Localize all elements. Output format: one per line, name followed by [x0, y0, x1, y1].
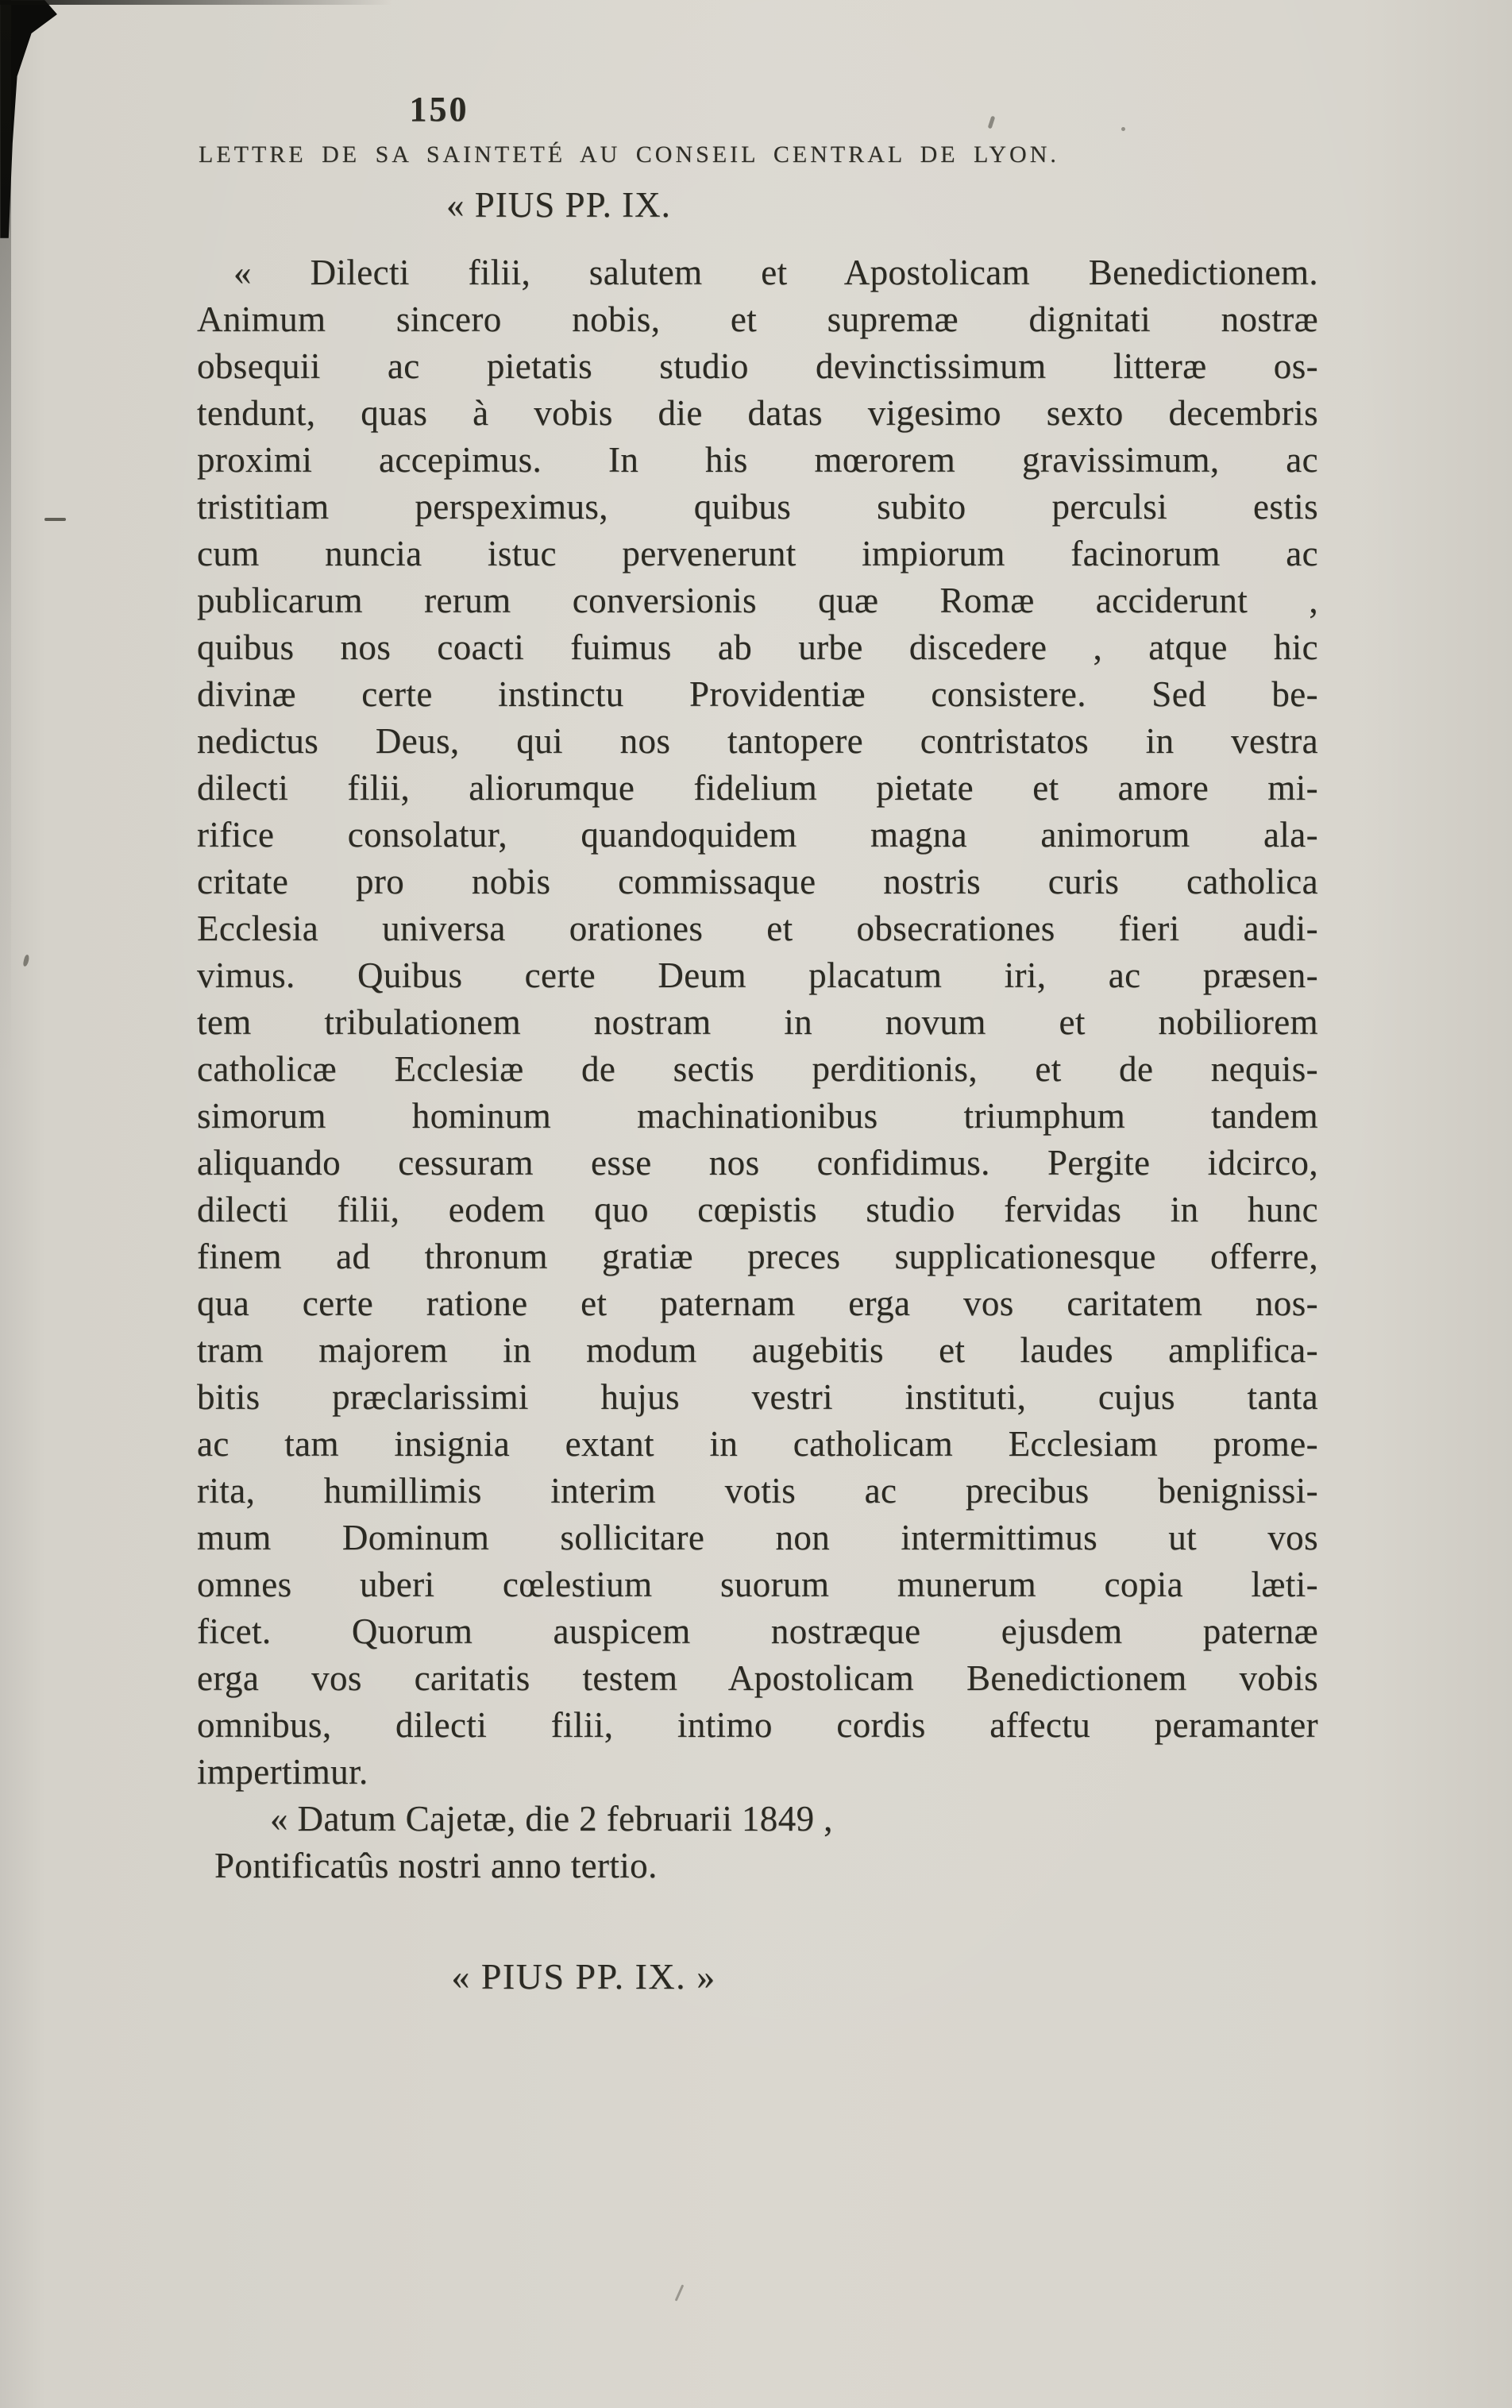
- scan-artifact-header-dot: [1121, 127, 1125, 131]
- body-line: impertimur.: [197, 1752, 368, 1792]
- body-line: Ecclesia universa orationes et obsecrationes fieri audi-: [197, 909, 1318, 948]
- body-line: tendunt, quas à vobis die datas vigesimo sexto decembris: [197, 393, 1318, 433]
- body-line: finem ad thronum gratiæ preces supplicationesque offerre,: [197, 1237, 1318, 1276]
- body-line: critate pro nobis commissaque nostris curis catholica: [197, 862, 1318, 901]
- body-line: divinæ certe instinctu Providentiæ consistere. Sed be-: [197, 674, 1318, 714]
- closing-dateline: « Datum Cajetæ, die 2 februarii 1849 ,: [270, 1799, 833, 1839]
- body-line: publicarum rerum conversionis quæ Romæ acciderunt ,: [197, 581, 1318, 620]
- body-line: quibus nos coacti fuimus ab urbe discedere , atque hic: [197, 627, 1318, 667]
- scan-artifact-bottom-speck: [675, 2284, 685, 2301]
- body-line: Animum sincero nobis, et supremæ dignitati nostræ: [197, 299, 1318, 339]
- body-line: proximi accepimus. In his mœrorem gravissimum, ac: [197, 440, 1318, 480]
- body-line: omnibus, dilecti filii, intimo cordis affectu peramanter: [197, 1705, 1318, 1745]
- closing-anno-line: Pontificatûs nostri anno tertio.: [214, 1846, 658, 1885]
- letter-title: « PIUS PP. IX.: [446, 185, 671, 225]
- scan-artifact-header-speck: [988, 116, 996, 129]
- body-line: nedictus Deus, qui nos tantopere contristatos in vestra: [197, 721, 1318, 761]
- body-line: tem tribulationem nostram in novum et nobiliorem: [197, 1002, 1318, 1042]
- body-line: rita, humillimis interim votis ac precibus benignissi-: [197, 1471, 1318, 1511]
- body-line: qua certe ratione et paternam erga vos caritatem nos-: [197, 1283, 1318, 1323]
- body-line: catholicæ Ecclesiæ de sectis perditionis, et de nequis-: [197, 1049, 1318, 1089]
- body-line: ficet. Quorum auspicem nostræque ejusdem paternæ: [197, 1611, 1318, 1651]
- body-line: vimus. Quibus certe Deum placatum iri, ac præsen-: [197, 955, 1318, 995]
- closing-block: [197, 1796, 1318, 1889]
- body-line: dilecti filii, aliorumque fidelium pietate et amore mi-: [197, 768, 1318, 808]
- body-line: cum nuncia istuc pervenerunt impiorum facinorum ac: [197, 534, 1318, 573]
- body-line: erga vos caritatis testem Apostolicam Benedictionem vobis: [197, 1658, 1318, 1698]
- body-line: ac tam insignia extant in catholicam Ecclesiam prome-: [197, 1424, 1318, 1464]
- signature: « PIUS PP. IX. »: [451, 1956, 716, 1997]
- page-number: 150: [409, 90, 469, 129]
- body-line: bitis præclarissimi hujus vestri instituti, cujus tanta: [197, 1377, 1318, 1417]
- scan-artifact-top-edge: [0, 0, 413, 5]
- scan-artifact-left-edge: [0, 0, 11, 2408]
- body-line: omnes uberi cœlestium suorum munerum copia læti-: [197, 1565, 1318, 1604]
- body-line: dilecti filii, eodem quo cœpistis studio fervidas in hunc: [197, 1190, 1318, 1229]
- letter-body: [197, 249, 1318, 1796]
- body-line: obsequii ac pietatis studio devinctissimum litteræ os-: [197, 346, 1318, 386]
- body-line: simorum hominum machinationibus triumphum tandem: [197, 1096, 1318, 1136]
- running-header: LETTRE DE SA SAINTETÉ AU CONSEIL CENTRAL DE LYON.: [199, 141, 1059, 168]
- body-line: aliquando cessuram esse nos confidimus. Pergite idcirco,: [197, 1143, 1318, 1183]
- body-line: « Dilecti filii, salutem et Apostolicam Benedictionem.: [233, 253, 1318, 292]
- body-line: tristitiam perspeximus, quibus subito perculsi estis: [197, 487, 1318, 527]
- body-line: mum Dominum sollicitare non intermittimus ut vos: [197, 1518, 1318, 1557]
- body-line: rifice consolatur, quandoquidem magna animorum ala-: [197, 815, 1318, 855]
- scan-artifact-margin-dash: [44, 518, 66, 521]
- body-line: tram majorem in modum augebitis et laudes amplifica-: [197, 1330, 1318, 1370]
- scan-artifact-margin-speck: [23, 955, 30, 967]
